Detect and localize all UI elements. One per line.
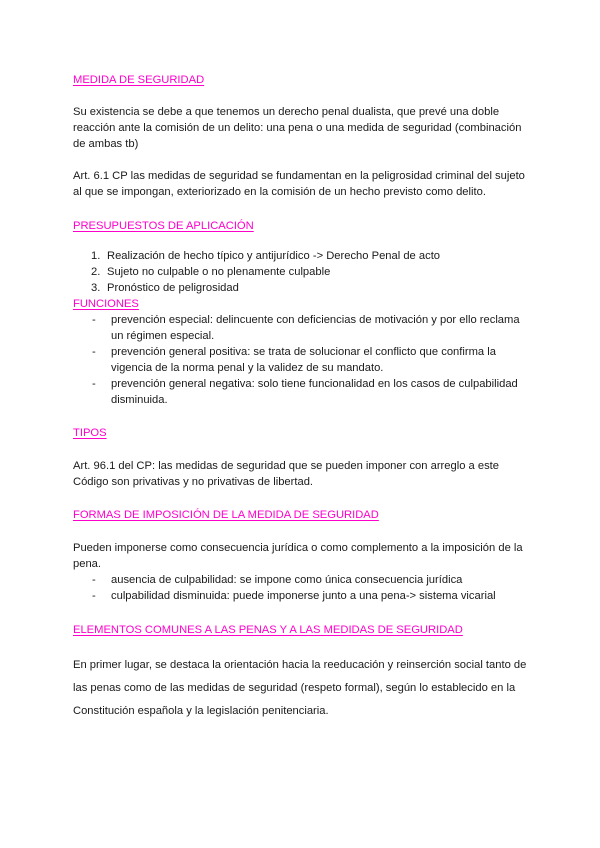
heading-tipos: TIPOS: [73, 427, 107, 439]
heading-medida-de-seguridad: MEDIDA DE SEGURIDAD: [73, 74, 205, 86]
list-item: [73, 572, 533, 588]
list-item-text: prevención general positiva: se trata de solucionar el conflicto que confirma la vigencia de la norma penal y la validez de su mandato.: [111, 346, 496, 374]
list-item-text: Pronóstico de peligrosidad: [107, 282, 239, 294]
list-item-text: Sujeto no culpable o no plenamente culpable: [107, 266, 331, 278]
list-item-text: ausencia de culpabilidad: se impone como única consecuencia jurídica: [111, 574, 463, 586]
list-item: [73, 248, 533, 264]
list-item: [73, 280, 533, 296]
list-number: 1.: [91, 250, 101, 262]
list-item: [73, 312, 533, 344]
dash-bullet: -: [92, 346, 96, 358]
list-number: 2.: [91, 266, 101, 278]
paragraph-art-6-1: Art. 6.1 CP las medidas de seguridad se fundamentan en la peligrosidad criminal del sujeto al que se impongan, exteriorizado en la comisión de un hecho previsto como delito.: [73, 170, 525, 198]
paragraph-en-primer-lugar: En primer lugar, se destaca la orientación hacia la reeducación y reinserción social tanto de las penas como de las medidas de seguridad (respeto formal), según lo establecido en la Constitución española y la legislación penitenciaria.: [73, 659, 527, 717]
presupuestos-list: [73, 248, 533, 296]
list-item: [73, 264, 533, 280]
heading-presupuestos: PRESUPUESTOS DE APLICACIÓN: [73, 220, 254, 232]
paragraph-existencia: Su existencia se debe a que tenemos un derecho penal dualista, que prevé una doble reacción ante la comisión de un delito: una pena o una medida de seguridad (combinación de ambas tb): [73, 106, 522, 150]
paragraph-pueden-imponerse: Pueden imponerse como consecuencia jurídica o como complemento a la imposición de la pena.: [73, 542, 523, 570]
dash-bullet: -: [92, 590, 96, 602]
heading-formas-de-imposicion: FORMAS DE IMPOSICIÓN DE LA MEDIDA DE SEGURIDAD: [73, 509, 379, 521]
heading-funciones: FUNCIONES: [73, 298, 139, 310]
heading-elementos-comunes: ELEMENTOS COMUNES A LAS PENAS Y A LAS MEDIDAS DE SEGURIDAD: [73, 624, 463, 636]
paragraph-art-96-1: Art. 96.1 del CP: las medidas de seguridad que se pueden imponer con arreglo a este Código son privativas y no privativas de libertad.: [73, 460, 500, 488]
list-item: [73, 376, 533, 408]
funciones-list: [73, 312, 533, 408]
list-item-text: prevención general negativa: solo tiene funcionalidad en los casos de culpabilidad disminuida.: [111, 378, 518, 406]
list-number: 3.: [91, 282, 101, 294]
formas-list: [73, 572, 533, 604]
dash-bullet: -: [92, 574, 96, 586]
document-body: [73, 72, 533, 723]
list-item: [73, 344, 533, 376]
list-item: [73, 588, 533, 604]
list-item-text: Realización de hecho típico y antijurídico -> Derecho Penal de acto: [107, 250, 441, 262]
dash-bullet: -: [92, 314, 96, 326]
dash-bullet: -: [92, 378, 96, 390]
list-item-text: culpabilidad disminuida: puede imponerse junto a una pena-> sistema vicarial: [111, 590, 496, 602]
list-item-text: prevención especial: delincuente con deficiencias de motivación y por ello reclama un régimen especial.: [111, 314, 520, 342]
